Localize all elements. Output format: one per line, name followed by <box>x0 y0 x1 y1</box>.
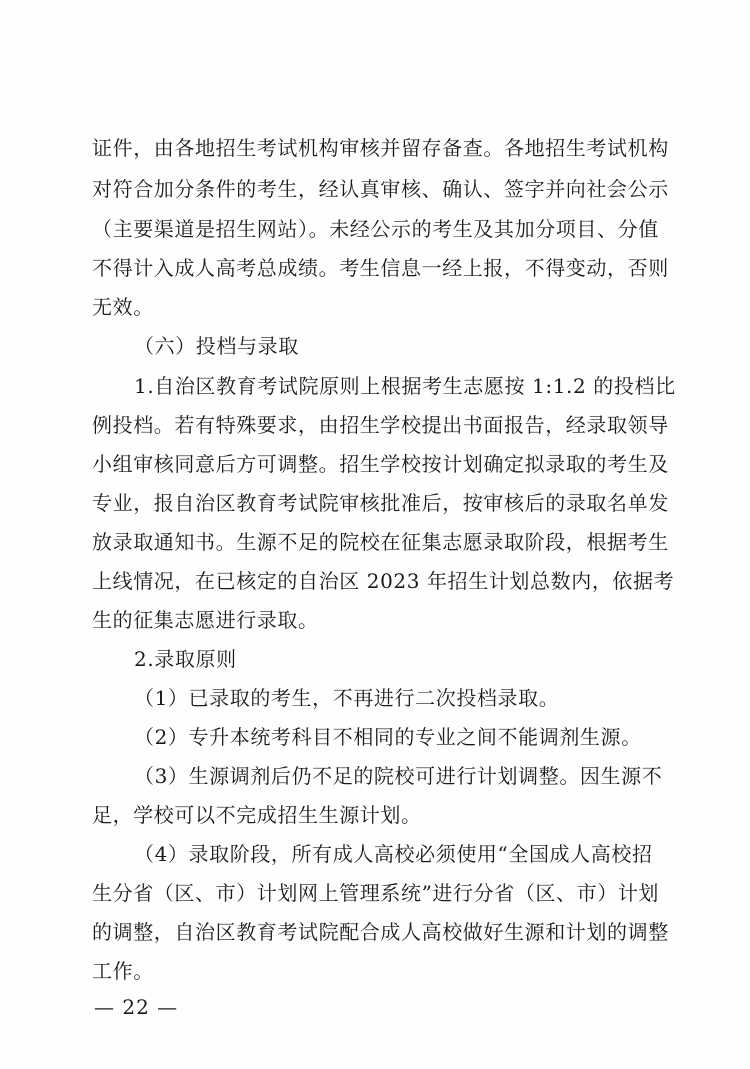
body-text-line: （3）生源调剂后仍不足的院校可进行计划调整。因生源不 <box>134 764 663 788</box>
section-heading: （六）投档与录取 <box>134 334 299 358</box>
body-text-line: 专业，报自治区教育考试院审核批准后，按审核后的录取名单发 <box>92 491 669 515</box>
body-text-line: 小组审核同意后方可调整。招生学校按计划确定拟录取的考生及 <box>92 452 669 476</box>
body-text-line: 无效。 <box>92 295 154 319</box>
body-text-line: 足，学校可以不完成招生生源计划。 <box>92 803 422 827</box>
body-text-line: 例投档。若有特殊要求，由招生学校提出书面报告，经录取领导 <box>92 413 669 437</box>
body-text-line: 对符合加分条件的考生，经认真审核、确认、签字并向社会公示 <box>92 177 669 201</box>
body-text-line: （主要渠道是招生网站）。未经公示的考生及其加分项目、分值 <box>92 217 659 241</box>
body-text-line: 生分省（区、市）计划网上管理系统”进行分省（区、市）计划 <box>92 881 660 905</box>
body-text-line: 工作。 <box>92 959 154 983</box>
body-text-line: 不得计入成人高考总成绩。考生信息一经上报，不得变动，否则 <box>92 256 669 280</box>
body-text-line: 1.自治区教育考试院原则上根据考生志愿按 1:1.2 的投档比 <box>134 374 676 398</box>
body-text-line: 的调整，自治区教育考试院配合成人高校做好生源和计划的调整 <box>92 920 669 944</box>
body-text-line: （1）已录取的考生，不再进行二次投档录取。 <box>134 686 560 710</box>
body-text-line: （4）录取阶段，所有成人高校必须使用“全国成人高校招 <box>134 842 653 866</box>
subsection-heading: 2.录取原则 <box>134 647 237 671</box>
page-number: — 22 — <box>94 995 179 1019</box>
body-text-line: 上线情况，在已核定的自治区 2023 年招生计划总数内，依据考 <box>92 569 675 593</box>
body-text-line: 生的征集志愿进行录取。 <box>92 608 319 632</box>
body-text-line: 放录取通知书。生源不足的院校在征集志愿录取阶段，根据考生 <box>92 530 669 554</box>
body-text-line: 证件，由各地招生考试机构审核并留存备查。各地招生考试机构 <box>92 136 669 160</box>
body-text-line: （2）专升本统考科目不相同的专业之间不能调剂生源。 <box>134 725 642 749</box>
